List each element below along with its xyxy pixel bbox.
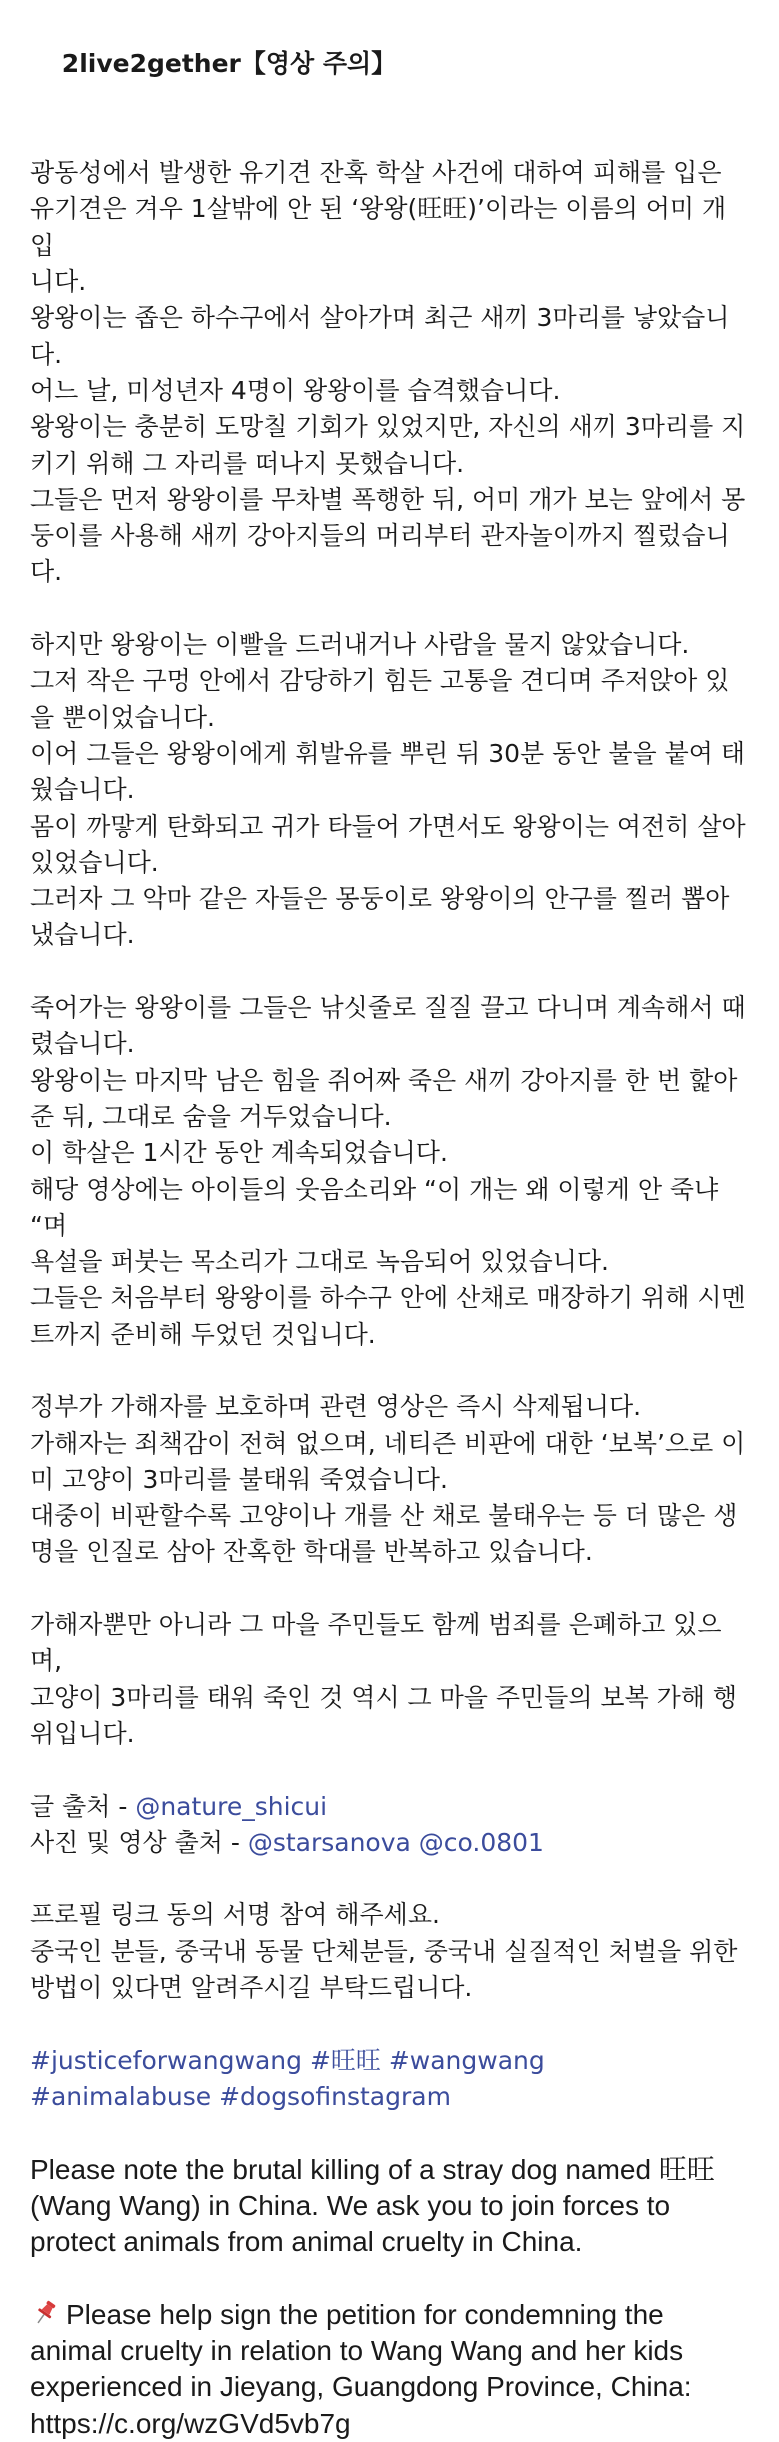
text-line: 그들은 먼저 왕왕이를 무차별 폭행한 뒤, 어미 개가 보는 앞에서 몽	[30, 484, 746, 514]
media-source-line	[30, 1825, 749, 1861]
hashtag-link[interactable]: #dogsofinstagram	[219, 2081, 451, 2111]
text-line: 왕왕이는 마지막 남은 힘을 쥐어짜 죽은 새끼 강아지를 한 번 핥아	[30, 1065, 738, 1095]
text-line: 하지만 왕왕이는 이빨을 드러내거나 사람을 물지 않았습니다.	[30, 630, 690, 660]
text-line: 왕왕이는 충분히 도망칠 기회가 있었지만, 자신의 새끼 3마리를 지	[30, 412, 746, 442]
hashtag-line	[30, 2043, 749, 2079]
media-source-label: 사진 및 영상 출처 -	[30, 1827, 248, 1857]
text-line: experienced in Jieyang, Guangdong Province, China:	[30, 2371, 692, 2403]
text-line: 준 뒤, 그대로 숨을 거두었습니다.	[30, 1101, 392, 1131]
spacer	[30, 1353, 749, 1389]
spacer	[30, 119, 749, 155]
text-line: 왕왕이는 좁은 하수구에서 살아가며 최근 새끼 3마리를 낳았습니	[30, 303, 730, 333]
text-line: 냈습니다.	[30, 920, 135, 950]
text-line: 욕설을 퍼붓는 목소리가 그대로 녹음되어 있었습니다.	[30, 1247, 609, 1277]
pushpin-icon	[30, 2298, 60, 2328]
text-line: 가해자는 죄책감이 전혀 없으며, 네티즌 비판에 대한 ‘보복’으로 이	[30, 1428, 746, 1458]
text-line: 그저 작은 구멍 안에서 감당하기 힘든 고통을 견디며 주저앉아 있	[30, 666, 730, 696]
spacer	[30, 2260, 749, 2296]
text-line: 둥이를 사용해 새끼 강아지들의 머리부터 관자놀이까지 찔렀습니	[30, 521, 730, 551]
text-line: “며	[30, 1210, 68, 1240]
credits	[30, 1789, 749, 1862]
text-line: 미 고양이 3마리를 불태워 죽였습니다.	[30, 1464, 448, 1494]
text-line: 대중이 비판할수록 고양이나 개를 산 채로 불태우는 등 더 많은 생	[30, 1501, 738, 1531]
text-line: 광동성에서 발생한 유기견 잔혹 학살 사건에 대하여 피해를 입은	[30, 158, 722, 188]
spacer	[30, 1752, 749, 1788]
text-line: 위입니다.	[30, 1718, 135, 1748]
caption-header	[30, 10, 749, 119]
text-line: 웠습니다.	[30, 775, 135, 805]
text-line: 중국인 분들, 중국내 동물 단체분들, 중국내 실질적인 처벌을 위한	[30, 1936, 738, 1966]
text-line: 키기 위해 그 자리를 떠나지 못했습니다.	[30, 448, 465, 478]
text-source-label: 글 출처 -	[30, 1791, 136, 1821]
media-source-mention-link[interactable]: @starsanova	[247, 1827, 411, 1857]
text-line: 몸이 까맣게 탄화되고 귀가 타들어 가면서도 왕왕이는 여전히 살아	[30, 811, 746, 841]
petition-request-ko	[30, 1897, 749, 2006]
text-line: 있었습니다.	[30, 847, 159, 877]
paragraph-5	[30, 1607, 749, 1752]
paragraph-2	[30, 627, 749, 954]
hashtags	[30, 2043, 749, 2116]
text-line: 이 학살은 1시간 동안 계속되었습니다.	[30, 1138, 448, 1168]
petition-text-start: Please help sign the petition for condemning the	[66, 2298, 664, 2330]
text-line: 트까지 준비해 두었던 것입니다.	[30, 1319, 376, 1349]
text-line: 유기견은 겨우 1살밖에 안 된 ‘왕왕(旺旺)’이라는 이름의 어미 개입	[30, 194, 727, 260]
text-line: 죽어가는 왕왕이를 그들은 낚싯줄로 질질 끌고 다니며 계속해서 때	[30, 993, 746, 1023]
paragraph-1	[30, 155, 749, 591]
caption-title: 【영상 주의】	[240, 49, 397, 79]
pushpin-icon-graphic	[30, 2298, 60, 2328]
text-line: 어느 날, 미성년자 4명이 왕왕이를 습격했습니다.	[30, 375, 561, 405]
text-line: 이어 그들은 왕왕이에게 휘발유를 뿌린 뒤 30분 동안 불을 붙여 태	[30, 738, 746, 768]
hashtag-line	[30, 2079, 749, 2115]
text-line: 방법이 있다면 알려주시길 부탁드립니다.	[30, 1973, 473, 2003]
text-line: 정부가 가해자를 보호하며 관련 영상은 즉시 삭제됩니다.	[30, 1392, 642, 1422]
text-line: 그들은 처음부터 왕왕이를 하수구 안에 산채로 매장하기 위해 시멘	[30, 1283, 746, 1313]
username-link[interactable]: 2live2gether	[61, 49, 241, 79]
text-line: (Wang Wang) in China. We ask you to join forces to	[30, 2189, 671, 2221]
spacer	[30, 2115, 749, 2151]
text-line: 가해자뿐만 아니라 그 마을 주민들도 함께 범죄를 은폐하고 있으	[30, 1610, 722, 1640]
media-source-mention-link[interactable]: @co.0801	[418, 1827, 544, 1857]
text-line: 그러자 그 악마 같은 자들은 몽둥이로 왕왕이의 안구를 찔러 뽑아	[30, 884, 730, 914]
paragraph-3	[30, 990, 749, 1353]
text-line: 다.	[30, 557, 63, 587]
petition-url[interactable]: https://c.org/wzGVd5vb7g	[30, 2407, 351, 2439]
text-line	[30, 2297, 749, 2333]
text-line: 을 뿐이었습니다.	[30, 702, 215, 732]
text-line: 명을 인질로 삼아 잔혹한 학대를 반복하고 있습니다.	[30, 1537, 593, 1567]
hashtag-link[interactable]: #justiceforwangwang	[30, 2045, 302, 2075]
text-line: 프로필 링크 동의 서명 참여 해주세요.	[30, 1900, 440, 1930]
text-line: 고양이 3마리를 태워 죽인 것 역시 그 마을 주민들의 보복 가해 행	[30, 1682, 738, 1712]
text-line: 해당 영상에는 아이들의 웃음소리와 “이 개는 왜 이렇게 안 죽냐	[30, 1174, 719, 1204]
hashtag-link[interactable]: #wangwang	[388, 2045, 545, 2075]
text-line: Please note the brutal killing of a stray dog named 旺旺	[30, 2153, 715, 2185]
spacer	[30, 954, 749, 990]
hashtag-link[interactable]: #旺旺	[309, 2045, 381, 2075]
paragraph-4	[30, 1389, 749, 1570]
text-source-mention-link[interactable]: @nature_shicui	[135, 1791, 328, 1821]
spacer	[30, 591, 749, 627]
spacer	[30, 2006, 749, 2042]
text-line: 렸습니다.	[30, 1029, 135, 1059]
spacer	[30, 1571, 749, 1607]
english-notice	[30, 2152, 749, 2261]
text-line: 다.	[30, 339, 63, 369]
text-line: 며,	[30, 1646, 63, 1676]
hashtag-link[interactable]: #animalabuse	[30, 2081, 212, 2111]
text-line: protect animals from animal cruelty in China.	[30, 2226, 583, 2258]
text-line: 니다.	[30, 267, 87, 297]
text-line: animal cruelty in relation to Wang Wang and her kids	[30, 2335, 684, 2366]
text-source-line	[30, 1789, 749, 1825]
spacer	[30, 1861, 749, 1897]
english-petition	[30, 2297, 749, 2442]
